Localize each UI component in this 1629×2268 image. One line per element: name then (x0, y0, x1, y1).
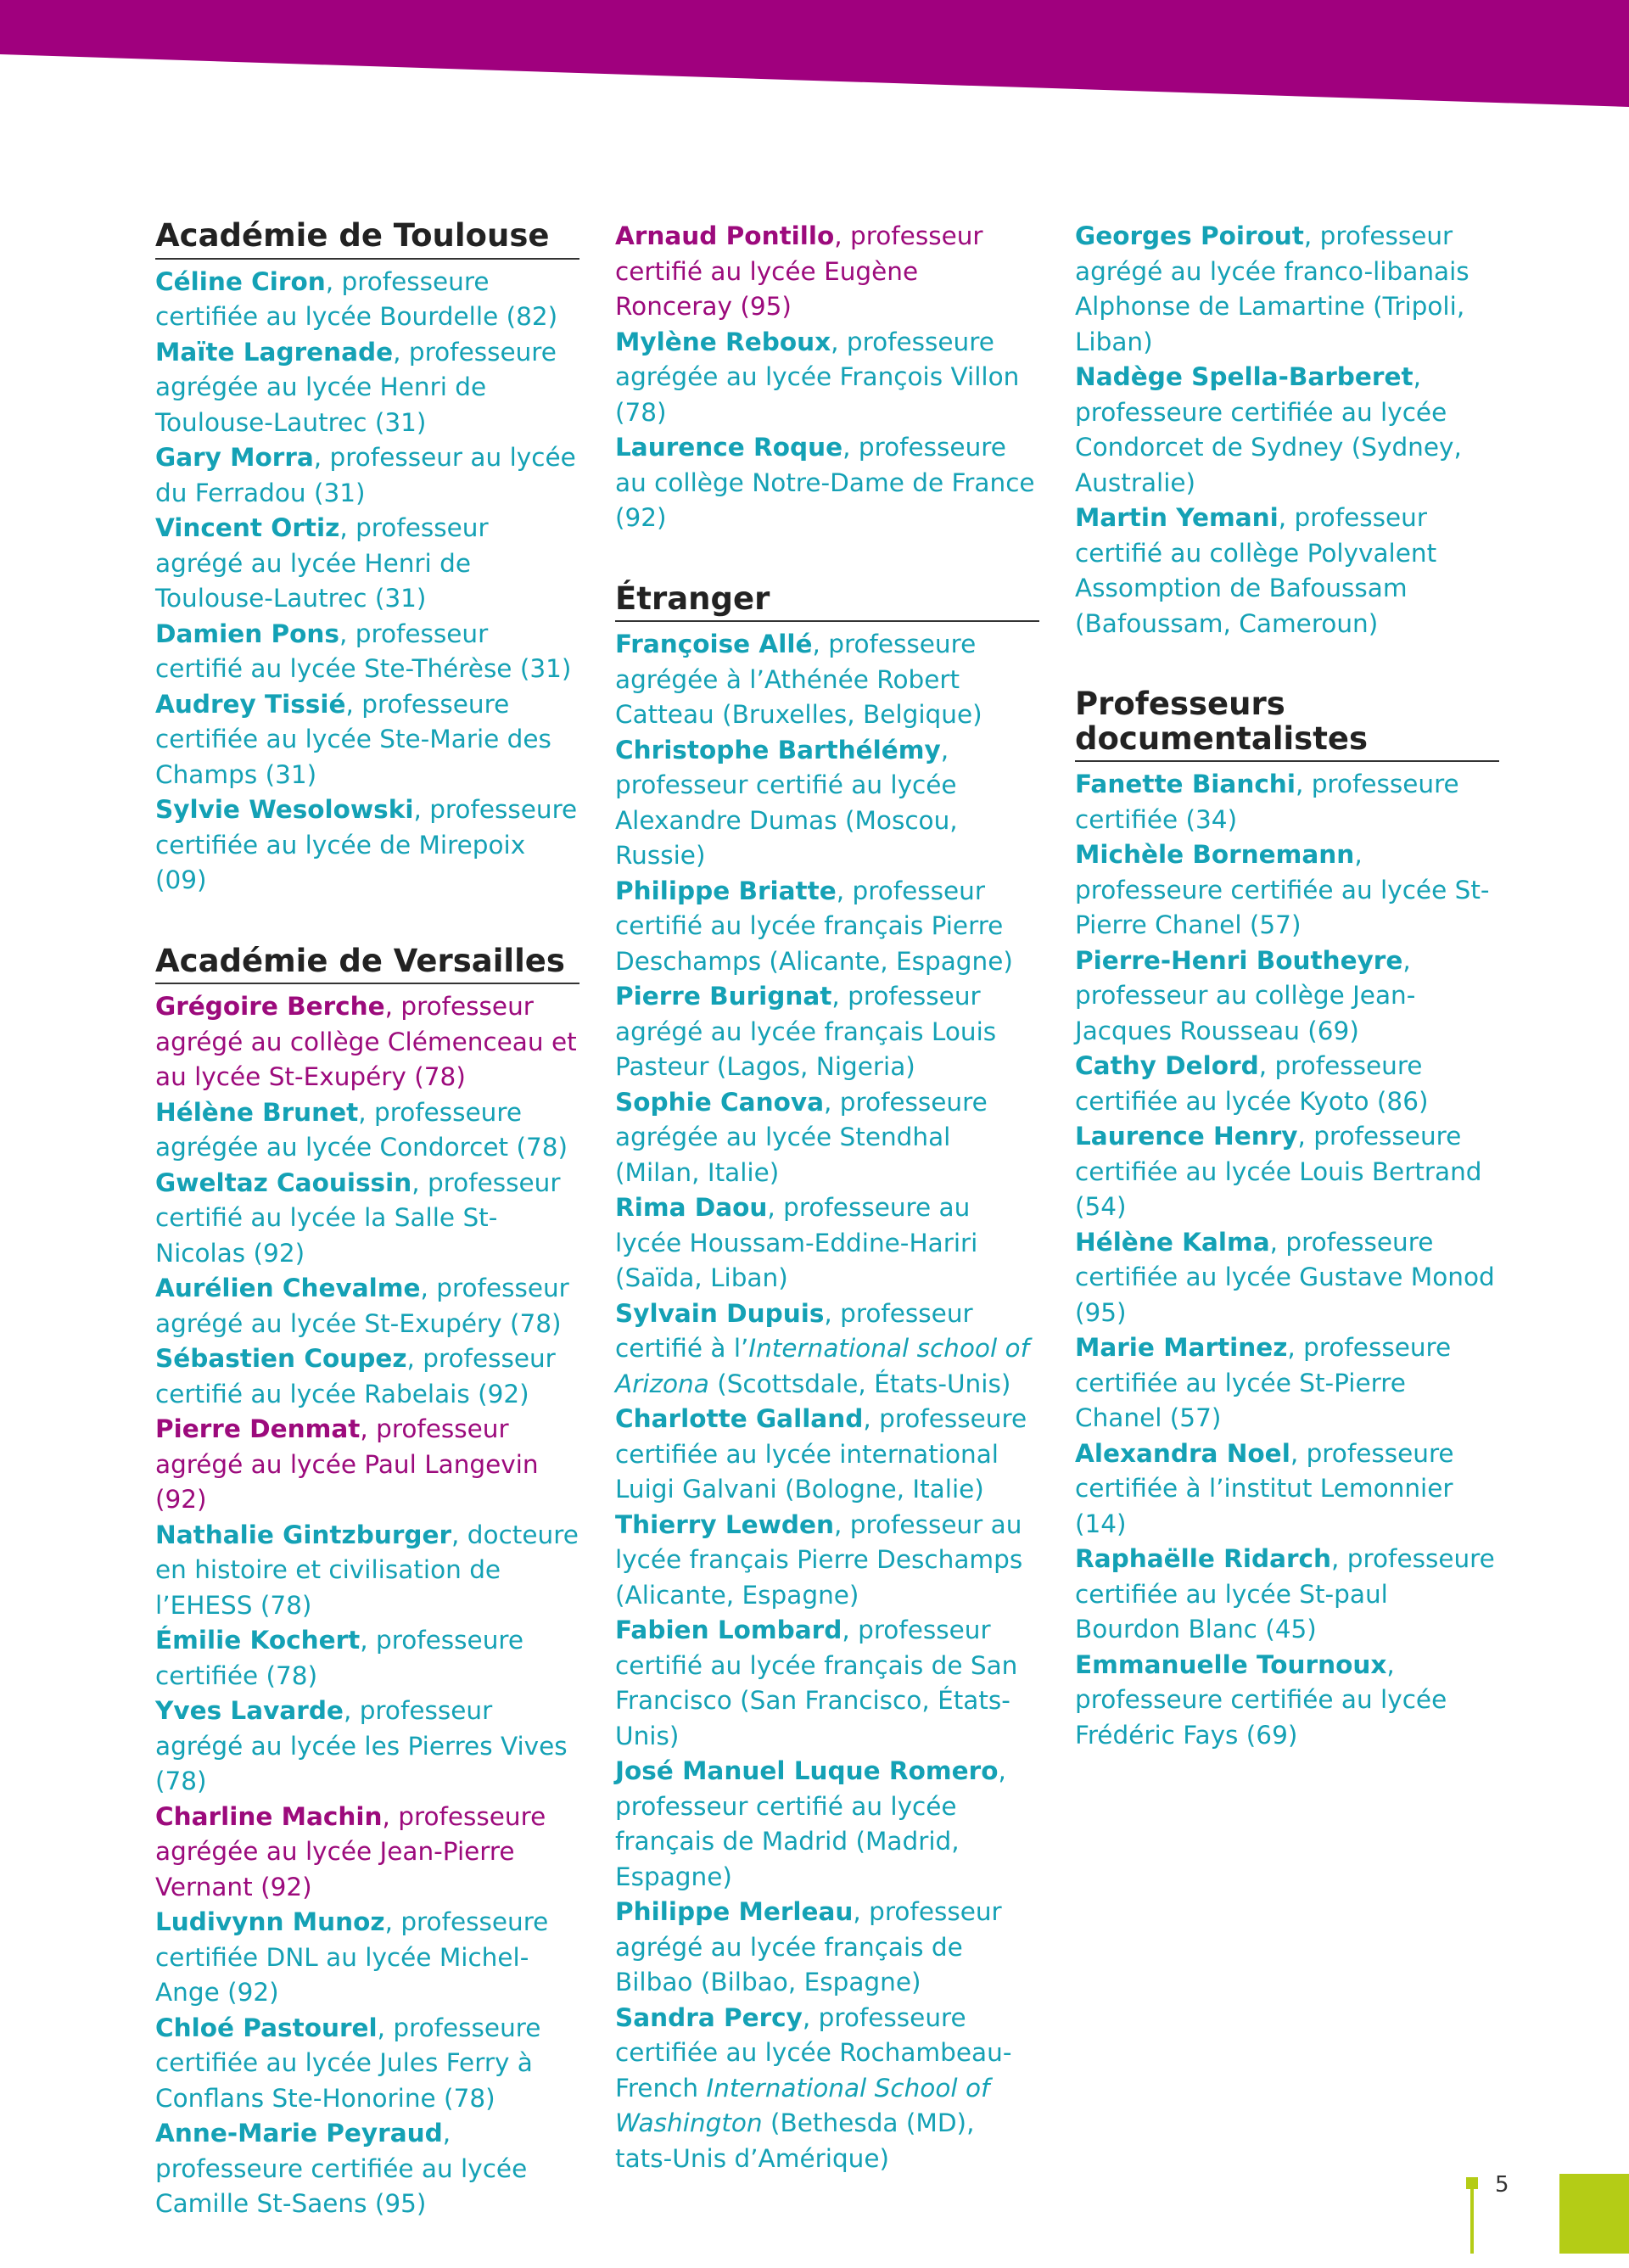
contributor-entry (1075, 1330, 1499, 1436)
contributor-name: Fabien Lombard (615, 1616, 842, 1645)
contributor-description: , professeure certifiée au lycée Gustave Monod (95) (1075, 1227, 1495, 1327)
contributor-entry (155, 2116, 579, 2222)
contributor-name: Pierre Burignat (615, 982, 832, 1011)
contributor-name: Françoise Allé (615, 630, 813, 659)
contributor-name: Nadège Spella-Barberet (1075, 362, 1413, 391)
contributor-description: , professeur agrégé au collège Clémenceau et au lycée St-Exupéry (78) (155, 992, 577, 1092)
contributor-entry (155, 687, 579, 793)
institution-name: International school of Arizona (615, 1334, 1029, 1398)
contributor-name: Damien Pons (155, 619, 339, 648)
contributor-entry (615, 1613, 1039, 1754)
contributor-name: Thierry Lewden (615, 1509, 835, 1539)
contributor-entry (155, 1271, 579, 1341)
contributor-description: , professeur certifié au lycée français de Madrid (Madrid, Espagne) (615, 1756, 1006, 1891)
contributor-name: Laurence Henry (1075, 1122, 1298, 1151)
contributor-name: Philippe Merleau (615, 1897, 854, 1927)
contributor-entry (615, 219, 1039, 325)
contributor-name: Pierre-Henri Boutheyre (1075, 945, 1403, 975)
contributor-description: , professeure au lycée Houssam-Eddine-Hariri (Saïda, Liban) (615, 1193, 978, 1293)
contributor-name: José Manuel Luque Romero (615, 1756, 999, 1786)
contributor-location: (Scottsdale, États-Unis) (708, 1369, 1011, 1398)
contributor-name: Ludivynn Munoz (155, 1907, 385, 1937)
marker-bar (1470, 2186, 1474, 2254)
contributor-description: , professeure certifiée au lycée Condorcet de Sydney (Sydney, Australie) (1075, 362, 1462, 497)
contributor-description: , professeur agrégé au lycée St-Exupéry (78) (155, 1274, 569, 1338)
top-banner (0, 0, 1629, 110)
contributor-description: , professeur certifié au lycée français de San Francisco (San Francisco, États-Unis) (615, 1616, 1018, 1750)
contributor-entry (615, 733, 1039, 874)
contributor-description: , professeure certifiée au lycée Jules Ferry à Conflans Ste-Honorine (78) (155, 2013, 541, 2113)
contributor-description: , professeur certifié au lycée Rabelais (92) (155, 1344, 556, 1408)
column-2 (615, 219, 1039, 2222)
contributor-entry (615, 1895, 1039, 2001)
contributor-entry (1075, 767, 1499, 837)
contributor-entry (615, 979, 1039, 1085)
contributor-description: , professeure certifiée au lycée Ste-Marie des Champs (31) (155, 689, 551, 789)
contributor-entry (615, 1190, 1039, 1296)
contributor-name: Nathalie Gintzburger (155, 1520, 452, 1549)
contributor-entry (615, 2001, 1039, 2177)
section (155, 219, 579, 899)
contributor-name: Mylène Reboux (615, 327, 831, 356)
contributor-description: , professeure certifiée à l’institut Lemonnier (14) (1075, 1438, 1454, 1538)
contributor-name: Raphaëlle Ridarch (1075, 1544, 1332, 1574)
page-marker (1466, 2177, 1478, 2254)
section (1075, 219, 1499, 641)
contributor-description: , professeure certifiée (34) (1075, 770, 1459, 834)
page-number: 5 (1495, 2172, 1509, 2198)
contributor-description: , professeure certifiée au lycée Kyoto (86) (1075, 1051, 1429, 1116)
contributor-entry (155, 1412, 579, 1518)
contributor-name: Anne-Marie Peyraud (155, 2119, 443, 2148)
contributor-entry (155, 792, 579, 899)
contributor-entry (615, 325, 1039, 431)
contributor-name: Vincent Ortiz (155, 513, 340, 543)
contributor-entry (155, 1095, 579, 1166)
contributor-description: , professeure agrégée au lycée Stendhal (Milan, Italie) (615, 1087, 988, 1187)
contributor-description: , professeur certifié au lycée Eugène Ronceray (95) (615, 221, 983, 321)
contributor-name: Charline Machin (155, 1801, 383, 1831)
contributor-entry (1075, 1225, 1499, 1331)
contributor-name: Marie Martinez (1075, 1333, 1288, 1363)
contributor-description: , professeur agrégé au lycée les Pierres Vives (78) (155, 1696, 568, 1796)
contributor-name: Georges Poirout (1075, 221, 1304, 250)
contributor-entry (155, 617, 579, 687)
contributor-entry (155, 511, 579, 617)
section-title: Académie de Toulouse (155, 219, 579, 260)
contributor-description: , professeure certifiée DNL au lycée Michel-Ange (92) (155, 1907, 549, 2008)
contributor-description: , professeur certifié au lycée Ste-Thérèse (31) (155, 619, 572, 684)
contributor-description: , professeure agrégée au lycée Condorcet (78) (155, 1097, 568, 1162)
contributor-description: , professeur certifié au lycée la Salle St-Nicolas (92) (155, 1168, 561, 1268)
contributor-entry (155, 1800, 579, 1906)
contributor-name: Emmanuelle Tournoux (1075, 1649, 1387, 1679)
contributor-name: Émilie Kochert (155, 1626, 361, 1655)
contributor-entry (155, 335, 579, 441)
contributor-name: Chloé Pastourel (155, 2013, 378, 2042)
contributor-entry (1075, 1119, 1499, 1225)
contributor-description: , professeur au lycée français Pierre Deschamps (Alicante, Espagne) (615, 1509, 1023, 1610)
contributor-entry (1075, 944, 1499, 1050)
section-title: Professeurs documentalistes (1075, 687, 1499, 762)
contributor-description: , professeur agrégé au lycée français Louis Pasteur (Lagos, Nigeria) (615, 982, 997, 1082)
contributor-name: Gweltaz Caouissin (155, 1168, 412, 1197)
contributor-entry (615, 874, 1039, 980)
contributor-entry (615, 1754, 1039, 1895)
contributor-name: Sylvie Wesolowski (155, 795, 414, 825)
contributor-name: Hélène Brunet (155, 1097, 359, 1127)
contributor-entry (1075, 1648, 1499, 1754)
contributor-description: , professeure certifiée au lycée Louis Bertrand (54) (1075, 1122, 1482, 1222)
contributor-entry (155, 1905, 579, 2011)
contributor-description: , professeur certifié au lycée Alexandre Dumas (Moscou, Russie) (615, 735, 958, 871)
contributor-description: , professeure agrégée au lycée Jean-Pierre Vernant (92) (155, 1801, 546, 1901)
contributor-entry (155, 440, 579, 511)
contributor-description: , docteure en histoire et civilisation de l’EHESS (78) (155, 1520, 579, 1620)
contributor-description: , professeure certifiée au lycée St-paul Bourdon Blanc (45) (1075, 1544, 1495, 1644)
contributor-name: Audrey Tissié (155, 689, 346, 719)
contributor-description: , professeure agrégée au lycée Henri de Toulouse-Lautrec (31) (155, 337, 557, 437)
contributor-entry (155, 265, 579, 335)
contributor-name: Aurélien Chevalme (155, 1274, 421, 1303)
contributor-description: , professeure agrégée à l’Athénée Robert Catteau (Bruxelles, Belgique) (615, 630, 982, 730)
contributor-entry (615, 1508, 1039, 1614)
contributor-description: , professeure certifiée au lycée Camille St-Saens (95) (155, 2119, 528, 2219)
column-3 (1075, 219, 1499, 1799)
contributor-name: Yves Lavarde (155, 1696, 344, 1726)
contributor-name: Sébastien Coupez (155, 1344, 407, 1374)
section (155, 944, 579, 2222)
contributor-name: Charlotte Galland (615, 1404, 864, 1434)
contributor-entry (155, 1166, 579, 1272)
contributor-name: Gary Morra (155, 443, 314, 473)
contributor-description: , professeure certifiée (78) (155, 1626, 524, 1690)
contributor-entry (615, 1402, 1039, 1508)
contributor-description: , professeure certifiée au lycée St-Pierre Chanel (57) (1075, 1333, 1452, 1433)
contributor-description: , professeure agrégée au lycée François Villon (78) (615, 327, 1020, 427)
contributor-name: Rima Daou (615, 1193, 768, 1223)
contributor-description: , professeure certifiée au lycée Rochambeau-French (615, 2002, 1012, 2103)
contributor-entry (1075, 1542, 1499, 1648)
contributor-description: , professeur agrégé au lycée Henri de Toulouse-Lautrec (31) (155, 513, 489, 613)
contributor-name: Cathy Delord (1075, 1051, 1259, 1081)
contributor-name: Sylvain Dupuis (615, 1298, 825, 1328)
contributor-entry (1075, 501, 1499, 641)
column-1 (155, 219, 579, 2268)
contributor-entry (615, 430, 1039, 536)
contributor-description: , professeure au collège Notre-Dame de France (92) (615, 433, 1035, 532)
institution-name: International School of Washington (615, 2073, 990, 2138)
contributor-entry (1075, 1049, 1499, 1119)
contributor-location: (Bethesda (MD), tats-Unis d’Amérique) (615, 2108, 975, 2173)
contributor-name: Céline Ciron (155, 266, 326, 296)
contributor-description: , professeur agrégé au lycée Paul Langevin (92) (155, 1414, 539, 1515)
contributor-name: Alexandra Noel (1075, 1438, 1290, 1468)
contributor-description: , professeur certifié au lycée français Pierre Deschamps (Alicante, Espagne) (615, 876, 1013, 976)
contributor-entry (155, 1518, 579, 1624)
contributor-entry (1075, 219, 1499, 360)
contributor-entry (615, 1085, 1039, 1191)
contributor-description: , professeur agrégé au lycée franco-libanais Alphonse de Lamartine (Tripoli, Liban) (1075, 221, 1469, 356)
contributor-entry (1075, 837, 1499, 944)
contributor-description: , professeur certifié au collège Polyvalent Assomption de Bafoussam (Bafoussam, Cameroun) (1075, 503, 1437, 638)
section (1075, 687, 1499, 1753)
contributor-entry (155, 1623, 579, 1694)
contributor-description: , professeur certifié à l’ (615, 1298, 973, 1364)
contributor-entry (155, 1694, 579, 1800)
contributor-name: Michèle Bornemann (1075, 840, 1355, 870)
corner-block (1559, 2174, 1629, 2254)
contributor-description: , professeure certifiée au lycée international Luigi Galvani (Bologne, Italie) (615, 1404, 1027, 1504)
contributor-name: Grégoire Berche (155, 992, 385, 1022)
contributor-entry (1075, 1436, 1499, 1543)
section (615, 219, 1039, 536)
contributor-entry (155, 989, 579, 1095)
contributor-entry (155, 2011, 579, 2117)
contributor-name: Philippe Briatte (615, 876, 837, 905)
contributor-description: , professeure certifiée au lycée Bourdelle (82) (155, 266, 558, 332)
contributor-name: Maïte Lagrenade (155, 337, 394, 367)
contributor-entry (155, 1341, 579, 1412)
contributor-name: Arnaud Pontillo (615, 221, 835, 250)
contributor-name: Pierre Denmat (155, 1414, 361, 1444)
contributor-description: , professeur au collège Jean-Jacques Rousseau (69) (1075, 945, 1416, 1045)
contributor-name: Hélène Kalma (1075, 1227, 1270, 1257)
section (615, 582, 1039, 2177)
contributor-entry (1075, 360, 1499, 501)
contributor-description: , professeure certifiée au lycée Frédéric Fays (69) (1075, 1649, 1447, 1750)
contributor-description: , professeure certifiée au lycée de Mirepoix (09) (155, 795, 578, 895)
contributor-name: Sandra Percy (615, 2002, 803, 2032)
contributor-entry (615, 1296, 1039, 1403)
section-title: Académie de Versailles (155, 944, 579, 985)
contributor-description: , professeure certifiée au lycée St-Pierre Chanel (57) (1075, 840, 1490, 940)
contributor-name: Martin Yemani (1075, 503, 1279, 532)
contributor-description: , professeur agrégé au lycée français de Bilbao (Bilbao, Espagne) (615, 1897, 1002, 1997)
contributor-entry (615, 627, 1039, 733)
contributor-description: , professeur au lycée du Ferradou (31) (155, 443, 576, 507)
contributor-name: Sophie Canova (615, 1087, 824, 1117)
contributor-name: Christophe Barthélémy (615, 735, 941, 764)
contributor-name: Laurence Roque (615, 433, 843, 462)
contributor-name: Fanette Bianchi (1075, 770, 1296, 799)
section-title: Étranger (615, 582, 1039, 623)
